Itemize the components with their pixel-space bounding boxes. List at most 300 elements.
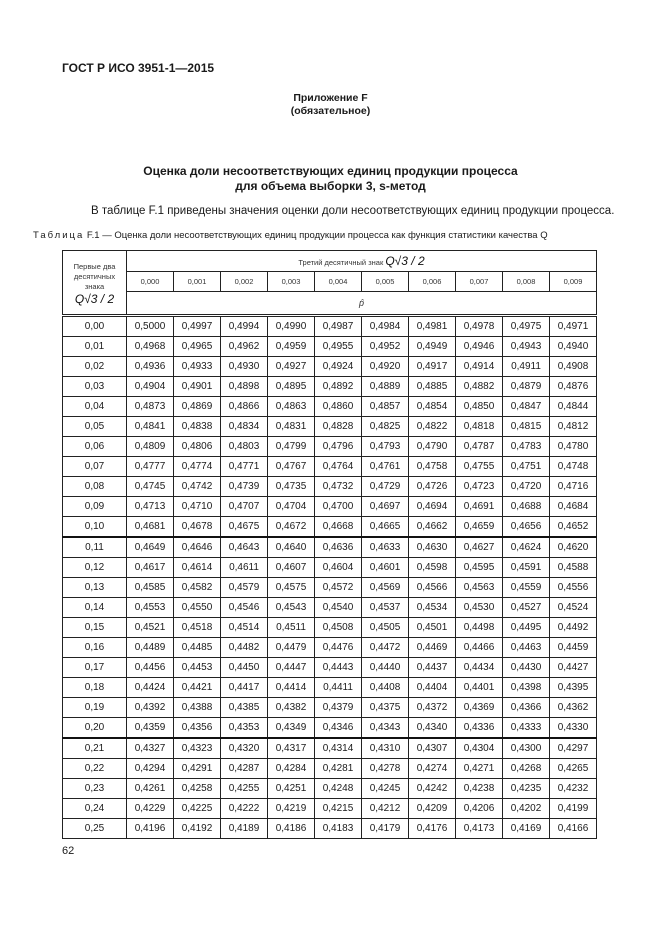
value-cell: 0,4395	[550, 678, 597, 698]
table-row	[63, 618, 597, 638]
value-cell: 0,4971	[550, 316, 597, 337]
value-cell: 0,4975	[503, 316, 550, 337]
value-cell: 0,4543	[268, 598, 315, 618]
value-cell: 0,4946	[456, 337, 503, 357]
value-cell: 0,4459	[550, 638, 597, 658]
row-key-cell: 0,23	[63, 779, 127, 799]
section-title	[0, 164, 661, 194]
value-cell: 0,4559	[503, 578, 550, 598]
value-cell: 0,4450	[221, 658, 268, 678]
value-cell: 0,4222	[221, 799, 268, 819]
value-cell: 0,4726	[409, 477, 456, 497]
table-row	[63, 598, 597, 618]
value-cell: 0,4346	[315, 718, 362, 739]
table-caption-text: F.1 — Оценка доли несоответствующих единиц продукции процесса как функция статистики качества Q	[86, 230, 548, 241]
annex-heading	[0, 92, 661, 118]
value-cell: 0,4771	[221, 457, 268, 477]
value-cell: 0,4401	[456, 678, 503, 698]
value-cell: 0,4831	[268, 417, 315, 437]
value-cell: 0,4799	[268, 437, 315, 457]
row-key-cell: 0,18	[63, 678, 127, 698]
table-row	[63, 397, 597, 417]
value-cell: 0,4314	[315, 738, 362, 759]
value-cell: 0,4206	[456, 799, 503, 819]
value-cell: 0,4278	[362, 759, 409, 779]
table-row	[63, 517, 597, 538]
value-cell: 0,4783	[503, 437, 550, 457]
value-cell: 0,4949	[409, 337, 456, 357]
value-cell: 0,4404	[409, 678, 456, 698]
value-cell: 0,4675	[221, 517, 268, 538]
value-cell: 0,4186	[268, 819, 315, 839]
value-cell: 0,4242	[409, 779, 456, 799]
value-cell: 0,4524	[550, 598, 597, 618]
value-cell: 0,4863	[268, 397, 315, 417]
annex-title: Приложение F	[293, 92, 368, 104]
value-cell: 0,4984	[362, 316, 409, 337]
column-header: 0,003	[268, 272, 315, 292]
row-key-cell: 0,20	[63, 718, 127, 739]
value-cell: 0,4598	[409, 558, 456, 578]
value-cell: 0,4353	[221, 718, 268, 739]
value-cell: 0,4343	[362, 718, 409, 739]
value-cell: 0,4514	[221, 618, 268, 638]
value-cell: 0,4990	[268, 316, 315, 337]
row-key-cell: 0,25	[63, 819, 127, 839]
column-header: 0,002	[221, 272, 268, 292]
value-cell: 0,4854	[409, 397, 456, 417]
value-cell: 0,4841	[127, 417, 174, 437]
value-cell: 0,4427	[550, 658, 597, 678]
value-cell: 0,4751	[503, 457, 550, 477]
table-row	[63, 477, 597, 497]
row-key-cell: 0,01	[63, 337, 127, 357]
value-cell: 0,4713	[127, 497, 174, 517]
value-cell: 0,4521	[127, 618, 174, 638]
value-cell: 0,4550	[174, 598, 221, 618]
table-row	[63, 759, 597, 779]
value-cell: 0,4640	[268, 537, 315, 558]
value-cell: 0,4476	[315, 638, 362, 658]
value-cell: 0,4834	[221, 417, 268, 437]
value-cell: 0,4904	[127, 377, 174, 397]
row-key-cell: 0,11	[63, 537, 127, 558]
value-cell: 0,4636	[315, 537, 362, 558]
value-cell: 0,4372	[409, 698, 456, 718]
column-header: 0,009	[550, 272, 597, 292]
value-cell: 0,4274	[409, 759, 456, 779]
value-cell: 0,4748	[550, 457, 597, 477]
value-cell: 0,4569	[362, 578, 409, 598]
value-cell: 0,4196	[127, 819, 174, 839]
value-cell: 0,4892	[315, 377, 362, 397]
value-cell: 0,4981	[409, 316, 456, 337]
row-header-cell	[63, 251, 127, 316]
value-cell: 0,4336	[456, 718, 503, 739]
value-cell: 0,4411	[315, 678, 362, 698]
value-cell: 0,4940	[550, 337, 597, 357]
table-caption-label: Таблица	[33, 230, 85, 241]
value-cell: 0,4575	[268, 578, 315, 598]
value-cell: 0,4825	[362, 417, 409, 437]
value-cell: 0,4271	[456, 759, 503, 779]
value-cell: 0,4229	[127, 799, 174, 819]
value-cell: 0,4304	[456, 738, 503, 759]
row-key-cell: 0,09	[63, 497, 127, 517]
value-cell: 0,4869	[174, 397, 221, 417]
value-cell: 0,4382	[268, 698, 315, 718]
value-cell: 0,4716	[550, 477, 597, 497]
table-row	[63, 377, 597, 397]
table-row	[63, 658, 597, 678]
value-cell: 0,4822	[409, 417, 456, 437]
column-header: 0,000	[127, 272, 174, 292]
value-cell: 0,4485	[174, 638, 221, 658]
row-header-line1: Первые два	[73, 261, 116, 271]
value-cell: 0,4987	[315, 316, 362, 337]
value-cell: 0,4844	[550, 397, 597, 417]
value-cell: 0,4320	[221, 738, 268, 759]
value-cell: 0,4665	[362, 517, 409, 538]
table-row	[63, 819, 597, 839]
value-cell: 0,4879	[503, 377, 550, 397]
table-row	[63, 316, 597, 337]
row-header-line3: знака	[84, 281, 105, 291]
table-row	[63, 578, 597, 598]
row-key-cell: 0,13	[63, 578, 127, 598]
row-key-cell: 0,15	[63, 618, 127, 638]
value-cell: 0,4310	[362, 738, 409, 759]
value-cell: 0,4624	[503, 537, 550, 558]
row-key-cell: 0,17	[63, 658, 127, 678]
value-cell: 0,4317	[268, 738, 315, 759]
row-key-cell: 0,06	[63, 437, 127, 457]
value-cell: 0,4672	[268, 517, 315, 538]
row-key-cell: 0,02	[63, 357, 127, 377]
value-cell: 0,4815	[503, 417, 550, 437]
value-cell: 0,4780	[550, 437, 597, 457]
value-cell: 0,4437	[409, 658, 456, 678]
value-cell: 0,4755	[456, 457, 503, 477]
value-cell: 0,4914	[456, 357, 503, 377]
value-cell: 0,4847	[503, 397, 550, 417]
value-cell: 0,4508	[315, 618, 362, 638]
value-cell: 0,4927	[268, 357, 315, 377]
value-cell: 0,4764	[315, 457, 362, 477]
row-key-cell: 0,05	[63, 417, 127, 437]
value-cell: 0,4268	[503, 759, 550, 779]
value-cell: 0,4697	[362, 497, 409, 517]
value-cell: 0,4758	[409, 457, 456, 477]
column-group-formula: Q√3 / 2	[385, 254, 425, 268]
value-cell: 0,4968	[127, 337, 174, 357]
value-cell: 0,4812	[550, 417, 597, 437]
value-cell: 0,4472	[362, 638, 409, 658]
value-cell: 0,4546	[221, 598, 268, 618]
value-cell: 0,4595	[456, 558, 503, 578]
value-cell: 0,4385	[221, 698, 268, 718]
value-cell: 0,4169	[503, 819, 550, 839]
value-cell: 0,4978	[456, 316, 503, 337]
table-caption	[33, 230, 548, 241]
value-cell: 0,4656	[503, 517, 550, 538]
column-headers-row	[63, 272, 597, 292]
value-cell: 0,4225	[174, 799, 221, 819]
value-cell: 0,4294	[127, 759, 174, 779]
value-cell: 0,4745	[127, 477, 174, 497]
value-cell: 0,4553	[127, 598, 174, 618]
value-cell: 0,4652	[550, 517, 597, 538]
column-header: 0,007	[456, 272, 503, 292]
value-cell: 0,4908	[550, 357, 597, 377]
value-cell: 0,4895	[268, 377, 315, 397]
value-cell: 0,4482	[221, 638, 268, 658]
table-row	[63, 437, 597, 457]
value-cell: 0,4489	[127, 638, 174, 658]
value-cell: 0,4933	[174, 357, 221, 377]
value-cell: 0,4704	[268, 497, 315, 517]
table-row	[63, 457, 597, 477]
value-cell: 0,4723	[456, 477, 503, 497]
value-cell: 0,4707	[221, 497, 268, 517]
value-cell: 0,4469	[409, 638, 456, 658]
value-cell: 0,4860	[315, 397, 362, 417]
value-cell: 0,4588	[550, 558, 597, 578]
value-cell: 0,4366	[503, 698, 550, 718]
value-cell: 0,4388	[174, 698, 221, 718]
value-cell: 0,4694	[409, 497, 456, 517]
value-cell: 0,4537	[362, 598, 409, 618]
column-header: 0,005	[362, 272, 409, 292]
value-cell: 0,4563	[456, 578, 503, 598]
value-cell: 0,4466	[456, 638, 503, 658]
value-cell: 0,4866	[221, 397, 268, 417]
estimate-table	[62, 250, 597, 839]
value-cell: 0,4287	[221, 759, 268, 779]
value-cell: 0,4898	[221, 377, 268, 397]
value-cell: 0,4176	[409, 819, 456, 839]
value-cell: 0,4453	[174, 658, 221, 678]
value-cell: 0,4572	[315, 578, 362, 598]
row-key-cell: 0,19	[63, 698, 127, 718]
column-group-label: Третий десятичный знак	[298, 258, 384, 267]
value-cell: 0,4681	[127, 517, 174, 538]
value-cell: 0,4646	[174, 537, 221, 558]
value-cell: 0,4379	[315, 698, 362, 718]
value-cell: 0,4492	[550, 618, 597, 638]
value-cell: 0,4643	[221, 537, 268, 558]
value-cell: 0,4790	[409, 437, 456, 457]
row-header-formula: Q√3 / 2	[74, 291, 115, 306]
value-cell: 0,4936	[127, 357, 174, 377]
value-cell: 0,4614	[174, 558, 221, 578]
value-cell: 0,4885	[409, 377, 456, 397]
value-cell: 0,4850	[456, 397, 503, 417]
value-cell: 0,4729	[362, 477, 409, 497]
value-cell: 0,4281	[315, 759, 362, 779]
value-cell: 0,4530	[456, 598, 503, 618]
value-cell: 0,4684	[550, 497, 597, 517]
table-row	[63, 738, 597, 759]
table-body	[63, 316, 597, 839]
value-cell: 0,4889	[362, 377, 409, 397]
value-cell: 0,4688	[503, 497, 550, 517]
value-cell: 0,4479	[268, 638, 315, 658]
row-key-cell: 0,22	[63, 759, 127, 779]
table-row	[63, 558, 597, 578]
row-key-cell: 0,12	[63, 558, 127, 578]
table-row	[63, 698, 597, 718]
value-cell: 0,4261	[127, 779, 174, 799]
value-cell: 0,4601	[362, 558, 409, 578]
value-cell: 0,4251	[268, 779, 315, 799]
value-cell: 0,4248	[315, 779, 362, 799]
value-cell: 0,4710	[174, 497, 221, 517]
value-cell: 0,4566	[409, 578, 456, 598]
table-row	[63, 497, 597, 517]
value-cell: 0,4556	[550, 578, 597, 598]
value-cell: 0,4265	[550, 759, 597, 779]
value-cell: 0,4501	[409, 618, 456, 638]
value-cell: 0,4924	[315, 357, 362, 377]
value-cell: 0,4166	[550, 819, 597, 839]
value-cell: 0,4777	[127, 457, 174, 477]
value-cell: 0,4952	[362, 337, 409, 357]
value-cell: 0,4284	[268, 759, 315, 779]
value-cell: 0,4199	[550, 799, 597, 819]
value-cell: 0,4456	[127, 658, 174, 678]
value-cell: 0,4323	[174, 738, 221, 759]
row-key-cell: 0,07	[63, 457, 127, 477]
value-cell: 0,4534	[409, 598, 456, 618]
value-cell: 0,4417	[221, 678, 268, 698]
value-cell: 0,4463	[503, 638, 550, 658]
value-cell: 0,4202	[503, 799, 550, 819]
value-cell: 0,4630	[409, 537, 456, 558]
value-cell: 0,4818	[456, 417, 503, 437]
value-cell: 0,4911	[503, 357, 550, 377]
section-title-line1: Оценка доли несоответствующих единиц продукции процесса	[143, 164, 518, 178]
page-number: 62	[62, 845, 75, 857]
value-cell: 0,4235	[503, 779, 550, 799]
value-cell: 0,4720	[503, 477, 550, 497]
value-cell: 0,4300	[503, 738, 550, 759]
value-cell: 0,4678	[174, 517, 221, 538]
value-cell: 0,4809	[127, 437, 174, 457]
value-cell: 0,4761	[362, 457, 409, 477]
value-cell: 0,4994	[221, 316, 268, 337]
value-cell: 0,4215	[315, 799, 362, 819]
value-cell: 0,4505	[362, 618, 409, 638]
column-header: 0,006	[409, 272, 456, 292]
value-cell: 0,4183	[315, 819, 362, 839]
value-cell: 0,4212	[362, 799, 409, 819]
table-row	[63, 799, 597, 819]
table-row	[63, 337, 597, 357]
value-cell: 0,4803	[221, 437, 268, 457]
value-cell: 0,4579	[221, 578, 268, 598]
value-cell: 0,4414	[268, 678, 315, 698]
annex-status: (обязательное)	[290, 105, 371, 117]
value-cell: 0,4245	[362, 779, 409, 799]
row-key-cell: 0,21	[63, 738, 127, 759]
column-header: 0,004	[315, 272, 362, 292]
value-cell: 0,4735	[268, 477, 315, 497]
value-cell: 0,4617	[127, 558, 174, 578]
value-cell: 0,4668	[315, 517, 362, 538]
value-cell: 0,4440	[362, 658, 409, 678]
value-cell: 0,4857	[362, 397, 409, 417]
table-row	[63, 537, 597, 558]
value-cell: 0,4732	[315, 477, 362, 497]
value-cell: 0,4787	[456, 437, 503, 457]
column-group-header	[127, 251, 597, 272]
value-cell: 0,4930	[221, 357, 268, 377]
value-cell: 0,4219	[268, 799, 315, 819]
value-cell: 0,4649	[127, 537, 174, 558]
table-row	[63, 638, 597, 658]
value-cell: 0,4527	[503, 598, 550, 618]
value-cell: 0,4620	[550, 537, 597, 558]
table-row	[63, 779, 597, 799]
table-row	[63, 678, 597, 698]
value-cell: 0,4369	[456, 698, 503, 718]
value-cell: 0,4796	[315, 437, 362, 457]
value-cell: 0,4333	[503, 718, 550, 739]
value-cell: 0,4398	[503, 678, 550, 698]
value-cell: 0,4793	[362, 437, 409, 457]
value-cell: 0,4297	[550, 738, 597, 759]
value-cell: 0,4192	[174, 819, 221, 839]
section-title-line2: для объема выборки 3, s-метод	[235, 179, 426, 193]
value-cell: 0,4518	[174, 618, 221, 638]
value-cell: 0,4447	[268, 658, 315, 678]
value-cell: 0,4962	[221, 337, 268, 357]
value-cell: 0,4327	[127, 738, 174, 759]
value-cell: 0,4739	[221, 477, 268, 497]
value-cell: 0,4659	[456, 517, 503, 538]
value-cell: 0,4498	[456, 618, 503, 638]
value-cell: 0,4873	[127, 397, 174, 417]
value-cell: 0,4917	[409, 357, 456, 377]
table-row	[63, 417, 597, 437]
value-cell: 0,4591	[503, 558, 550, 578]
value-cell: 0,4179	[362, 819, 409, 839]
value-cell: 0,4430	[503, 658, 550, 678]
value-cell: 0,4424	[127, 678, 174, 698]
value-cell: 0,4627	[456, 537, 503, 558]
value-cell: 0,4611	[221, 558, 268, 578]
value-cell: 0,4806	[174, 437, 221, 457]
column-header: 0,008	[503, 272, 550, 292]
value-cell: 0,4392	[127, 698, 174, 718]
value-cell: 0,4882	[456, 377, 503, 397]
value-cell: 0,4495	[503, 618, 550, 638]
value-cell: 0,4955	[315, 337, 362, 357]
value-cell: 0,4876	[550, 377, 597, 397]
value-cell: 0,4767	[268, 457, 315, 477]
value-cell: 0,4330	[550, 718, 597, 739]
value-cell: 0,4943	[503, 337, 550, 357]
value-cell: 0,4901	[174, 377, 221, 397]
value-cell: 0,4582	[174, 578, 221, 598]
row-key-cell: 0,03	[63, 377, 127, 397]
value-cell: 0,4965	[174, 337, 221, 357]
row-header-line2: десятичных	[73, 271, 116, 281]
value-cell: 0,4838	[174, 417, 221, 437]
value-cell: 0,4540	[315, 598, 362, 618]
value-cell: 0,4774	[174, 457, 221, 477]
